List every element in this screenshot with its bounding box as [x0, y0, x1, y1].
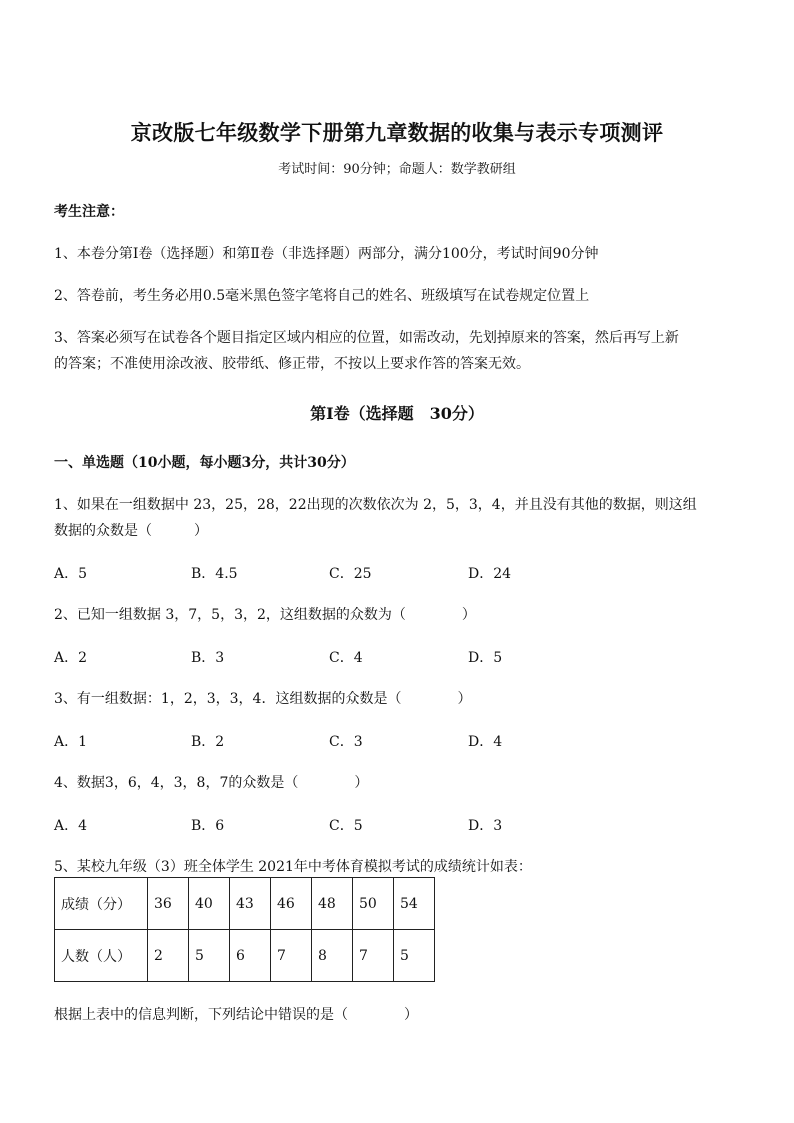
exam-info: 考试时间：90分钟；命题人：数学教研组 [278, 162, 516, 177]
question-3-option-a: A．1 [54, 734, 88, 750]
notice-item-3-continued: 的答案；不准使用涂改液、胶带纸、修正带，不按以上要求作答的答案无效。 [54, 356, 530, 372]
question-2-option-d: D．5 [468, 650, 503, 666]
question-4-option-c: C．5 [329, 818, 363, 834]
question-4-text: 4、数据3，6，4，3，8，7的众数是（ ） [54, 775, 369, 791]
table-cell: 5 [394, 930, 435, 982]
table-cell: 人数（人） [55, 930, 148, 982]
part-heading: 一、单选题（10小题，每小题3分，共计30分） [54, 455, 355, 471]
table-cell: 2 [148, 930, 189, 982]
table-cell: 43 [230, 878, 271, 930]
question-3-option-d: D．4 [468, 734, 503, 750]
table-cell: 50 [353, 878, 394, 930]
question-1-option-c: C．25 [329, 566, 372, 582]
table-cell: 36 [148, 878, 189, 930]
question-5-followup: 根据上表中的信息判断，下列结论中错误的是（ ） [54, 1007, 418, 1023]
table-cell: 40 [189, 878, 230, 930]
notice-item-1: 1、本卷分第Ⅰ卷（选择题）和第Ⅱ卷（非选择题）两部分，满分100分，考试时间90分钟 [54, 246, 599, 262]
question-5-text: 5、某校九年级（3）班全体学生 2021年中考体育模拟考试的成绩统计如表： [54, 859, 532, 875]
question-1-option-a: A．5 [54, 566, 88, 582]
table-cell: 7 [271, 930, 312, 982]
question-1-option-b: B．4.5 [191, 566, 238, 582]
question-4-option-b: B．6 [191, 818, 225, 834]
table-cell: 46 [271, 878, 312, 930]
document-title: 京改版七年级数学下册第九章数据的收集与表示专项测评 [130, 120, 664, 145]
question-2-option-b: B．3 [191, 650, 225, 666]
table-cell: 成绩（分） [55, 878, 148, 930]
table-cell: 5 [189, 930, 230, 982]
notice-heading: 考生注意： [54, 204, 124, 220]
table-cell: 7 [353, 930, 394, 982]
question-3-text: 3、有一组数据：1，2，3，3，4．这组数据的众数是（ ） [54, 691, 472, 707]
question-3-option-c: C．3 [329, 734, 363, 750]
section-title: 第Ⅰ卷（选择题 30分） [310, 404, 484, 423]
table-cell: 8 [312, 930, 353, 982]
notice-item-2: 2、答卷前，考生务必用0.5毫米黑色签字笔将自己的姓名、班级填写在试卷规定位置上 [54, 288, 590, 304]
score-table [54, 877, 435, 982]
question-2-text: 2、已知一组数据 3，7，5，3，2，这组数据的众数为（ ） [54, 607, 476, 623]
question-2-option-c: C．4 [329, 650, 363, 666]
table-row [55, 878, 435, 930]
table-cell: 48 [312, 878, 353, 930]
question-2-option-a: A．2 [54, 650, 88, 666]
notice-item-3: 3、答案必须写在试卷各个题目指定区域内相应的位置，如需改动，先划掉原来的答案，然后再写上新 [54, 330, 679, 346]
question-1-line-1: 1、如果在一组数据中 23，25，28，22出现的次数依次为 2，5，3，4，并且没有其他的数据，则这组 [54, 497, 697, 513]
question-4-option-d: D．3 [468, 818, 503, 834]
question-1-line-2: 数据的众数是（ ） [54, 523, 208, 539]
question-4-option-a: A．4 [54, 818, 88, 834]
table-cell: 6 [230, 930, 271, 982]
table-cell: 54 [394, 878, 435, 930]
table-row [55, 930, 435, 982]
question-3-option-b: B．2 [191, 734, 225, 750]
question-1-option-d: D．24 [468, 566, 512, 582]
